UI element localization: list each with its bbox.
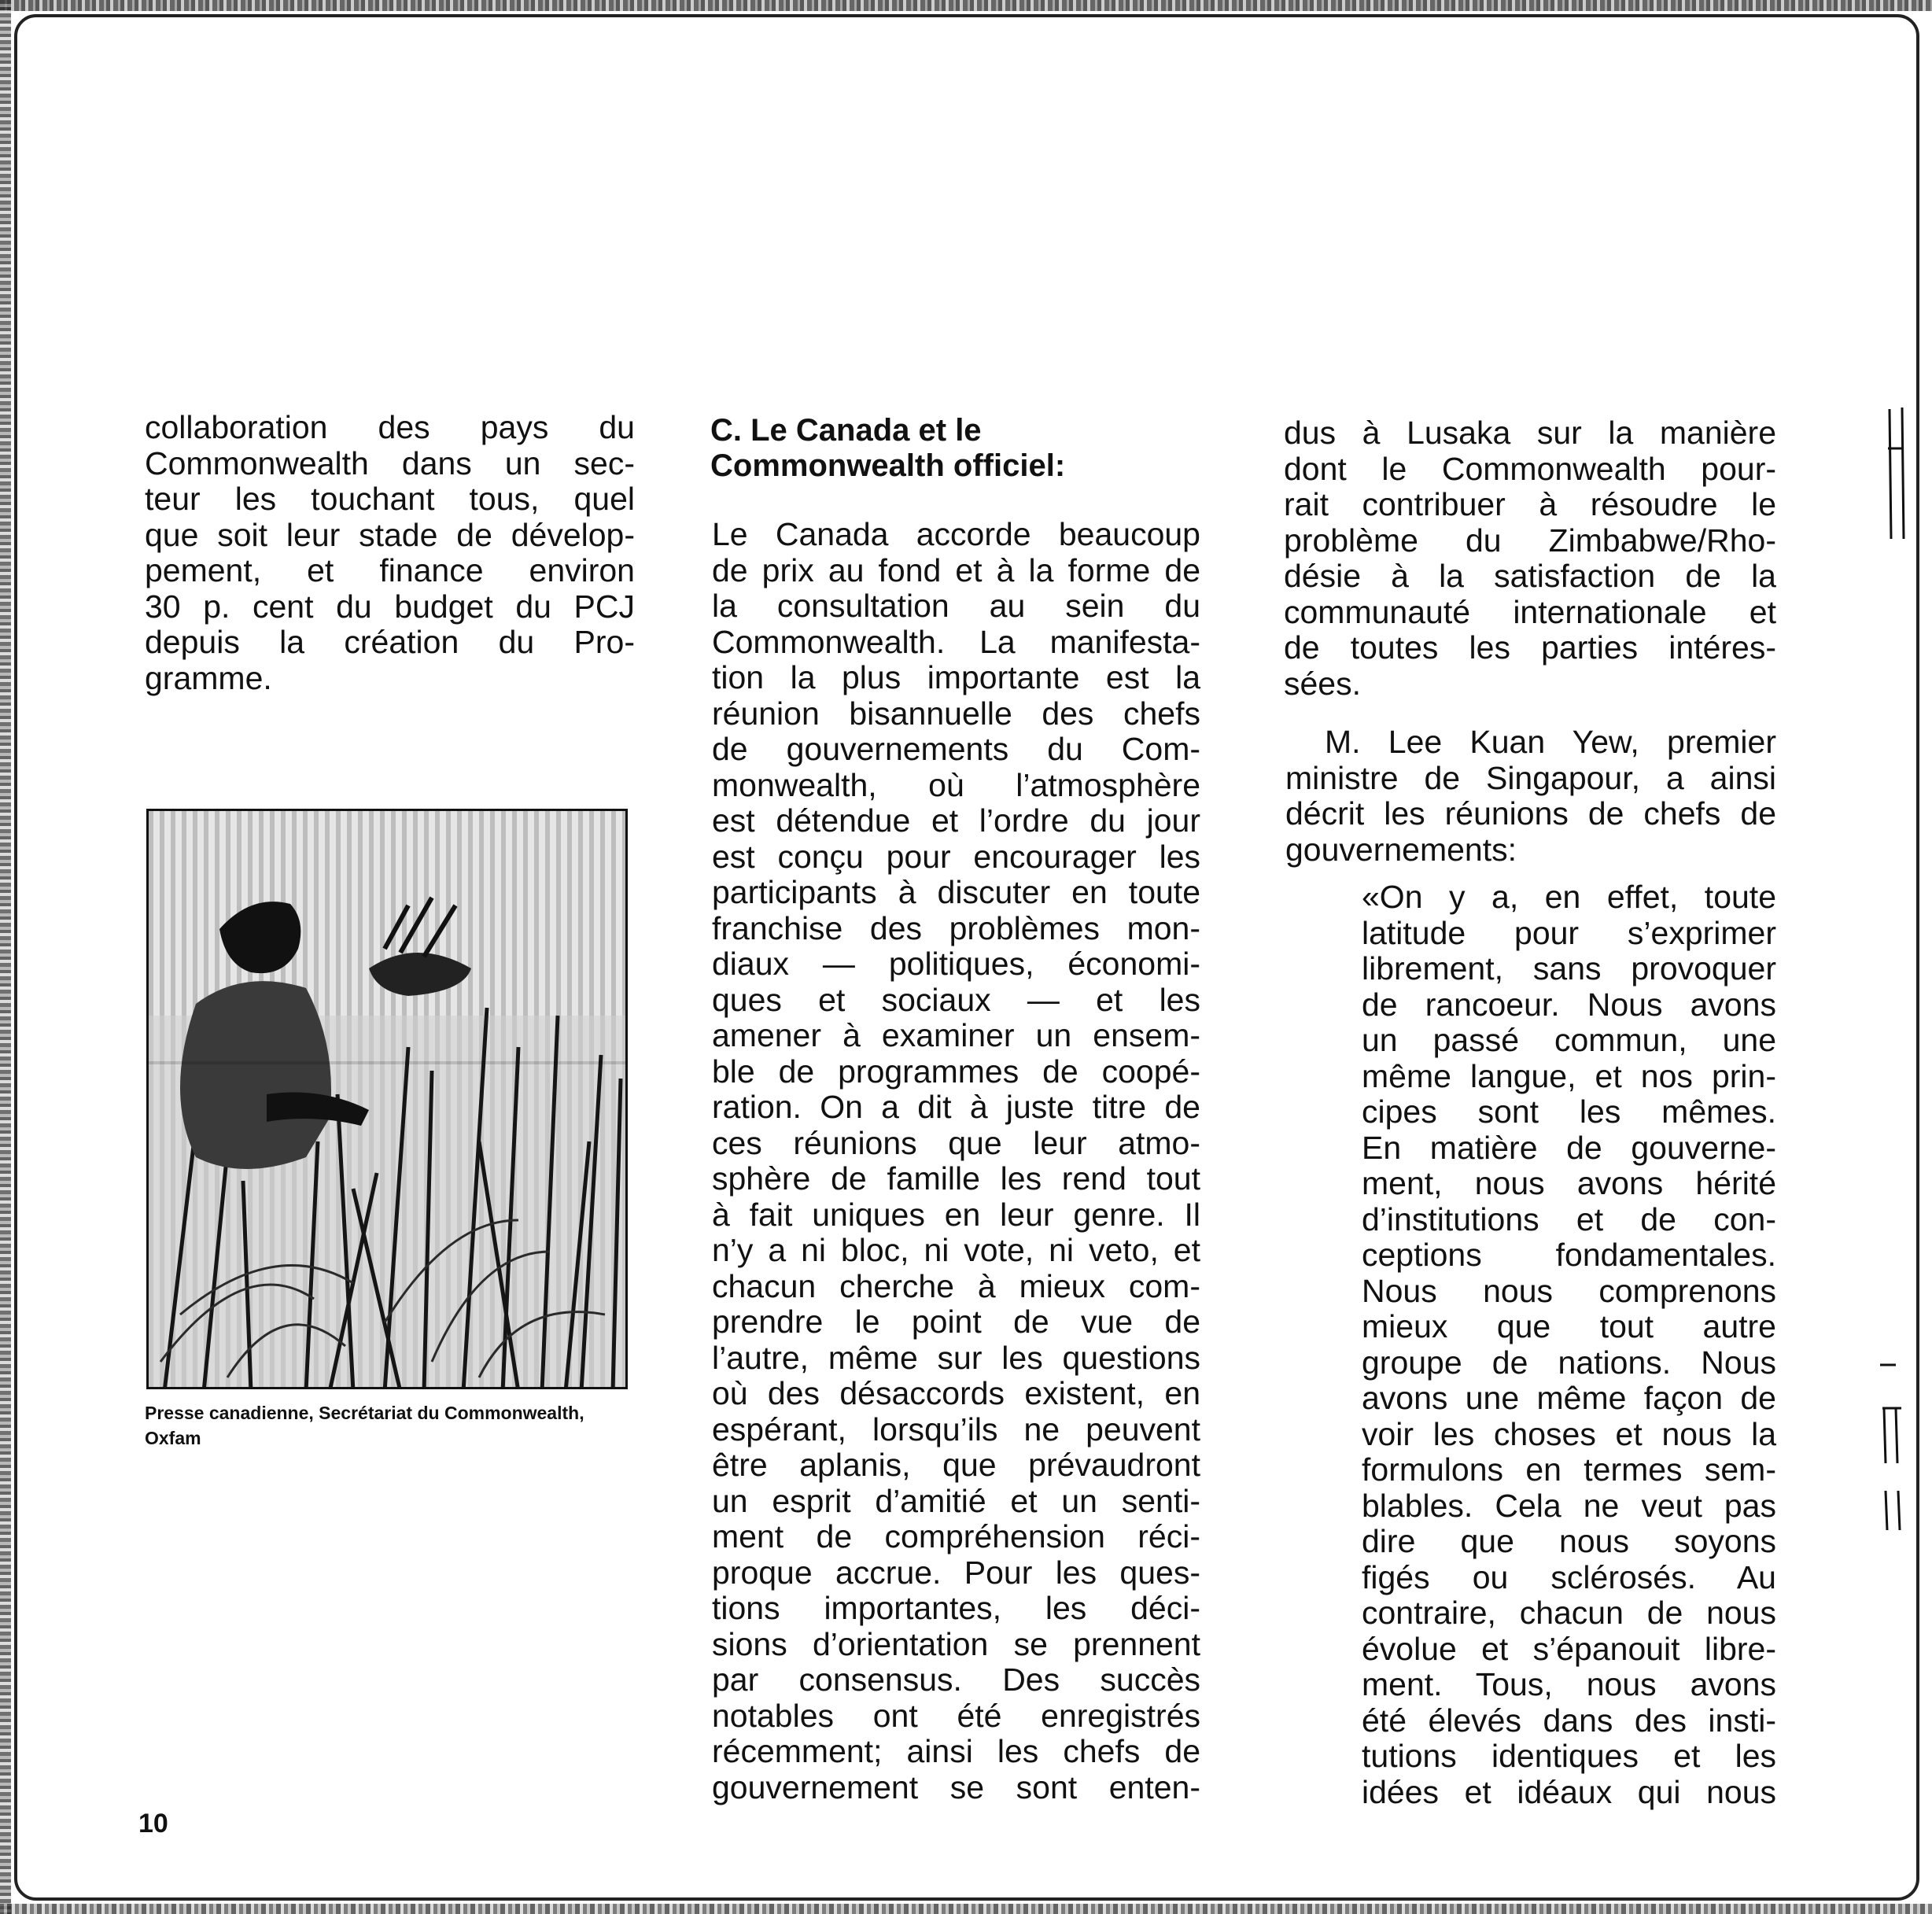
photo-illustration [149,811,628,1389]
section-heading [710,413,1194,484]
text-line: réunion bisannuelle des chefs [712,695,1200,732]
photo-caption-line2: Oxfam [145,1428,201,1448]
text-line: d’institutions et de con- [1362,1200,1776,1237]
text-line: dus à Lusaka sur la manière [1284,415,1776,451]
text-line: groupe de nations. Nous [1362,1344,1776,1381]
text-line: évolue et s’épanouit libre- [1362,1630,1776,1667]
text-line: gramme. [145,659,272,696]
section-heading-line1: C. Le Canada et le [710,413,982,448]
text-line: ment de compréhension réci- [712,1518,1200,1554]
text-line: à fait uniques en leur genre. Il [712,1196,1200,1233]
text-line: avons une même façon de [1362,1380,1776,1416]
text-line: récemment; ainsi les chefs de [712,1733,1200,1769]
text-line: participants à discuter en toute [712,874,1200,910]
text-line: ment. Tous, nous avons [1362,1666,1776,1702]
text-line: cipes sont les mêmes. [1362,1093,1776,1130]
scan-edge-bottom [0,1904,1932,1914]
text-line: figés ou sclérosés. Au [1362,1558,1776,1595]
text-line: Commonwealth. La manifesta- [712,623,1200,660]
text-line: tions importantes, les déci- [712,1590,1200,1626]
right-column-para1 [1284,415,1776,702]
text-line: être aplanis, que prévaudront [712,1447,1200,1483]
text-line: un passé commun, une [1362,1022,1776,1058]
text-line: teur les touchant tous, quel [145,481,635,517]
text-line: communauté internationale et [1284,593,1776,630]
text-line: Nous nous comprenons [1362,1272,1776,1309]
text-line: sées. [1284,665,1361,702]
text-line: de rancoeur. Nous avons [1362,986,1776,1023]
text-line: monwealth, où l’atmosphère [712,766,1200,803]
text-line: tutions identiques et les [1362,1738,1776,1774]
text-line: mieux que tout autre [1362,1308,1776,1344]
text-line: dire que nous soyons [1362,1523,1776,1559]
text-line: la consultation au sein du [712,588,1200,624]
text-line: décrit les réunions de chefs de [1285,795,1776,832]
text-line: gouvernements: [1285,831,1517,868]
text-line: un esprit d’amitié et un senti- [712,1482,1200,1519]
text-line: été élevés dans des insti- [1362,1702,1776,1739]
right-column-quote [1362,880,1776,1810]
text-line: espérant, lorsqu’ils ne peuvent [712,1411,1200,1447]
text-line: amener à examiner un ensem- [712,1017,1200,1053]
text-line: notables ont été enregistrés [712,1697,1200,1734]
photo-caption-line1: Presse canadienne, Secrétariat du Commonwealth, [145,1403,584,1423]
text-line: franchise des problèmes mon- [712,909,1200,946]
text-line: ble de programmes de coopé- [712,1053,1200,1090]
text-line: est détendue et l’ordre du jour [712,802,1200,839]
text-line: ment, nous avons hérité [1362,1165,1776,1201]
text-line: ration. On a dit à juste titre de [712,1089,1200,1125]
right-column-para2 [1285,725,1776,868]
text-line: proque accrue. Pour les ques- [712,1554,1200,1591]
text-line: où des désaccords existent, en [712,1375,1200,1411]
text-line: blables. Cela ne veut pas [1362,1487,1776,1524]
text-line: l’autre, même sur les questions [712,1339,1200,1376]
text-line: problème du Zimbabwe/Rho- [1284,522,1776,559]
scan-edge-top [0,0,1932,11]
text-line: sphère de famille les rend tout [712,1160,1200,1197]
margin-bracket-mark [1880,401,1912,543]
text-line: que soit leur stade de dévelop- [145,516,635,553]
text-line: M. Lee Kuan Yew, premier [1325,724,1776,760]
text-line: ces réunions que leur atmo- [712,1124,1200,1161]
text-line: est conçu pour encourager les [712,838,1200,875]
text-line: prendre le point de vue de [712,1304,1200,1340]
text-line: sions d’orientation se prennent [712,1625,1200,1662]
text-line: 30 p. cent du budget du PCJ [145,588,635,625]
text-line: idées et idéaux qui nous [1362,1773,1776,1810]
text-line: gouvernement se sont enten- [712,1768,1200,1805]
text-line: tion la plus importante est la [712,659,1200,695]
text-line: depuis la création du Pro- [145,624,635,660]
text-line: Le Canada accorde beaucoup [712,516,1200,552]
text-line: voir les choses et nous la [1362,1415,1776,1452]
middle-column [712,517,1200,1805]
photo-caption [145,1400,632,1451]
text-line: ministre de Singapour, a ainsi [1285,759,1776,796]
text-line: de gouvernements du Com- [712,731,1200,767]
farmer-wheat-photo [146,809,628,1389]
text-line: de prix au fond et à la forme de [712,551,1200,588]
left-column [145,410,635,696]
text-line: diaux — politiques, économi- [712,946,1200,982]
text-line: désie à la satisfaction de la [1284,558,1776,594]
text-line: rait contribuer à résoudre le [1284,486,1776,522]
text-line: de toutes les parties intéres- [1284,629,1776,666]
text-line: «On y a, en effet, toute [1362,879,1776,915]
text-line: chacun cherche à mieux com- [712,1267,1200,1304]
text-line: collaboration des pays du [145,409,635,445]
scan-edge-left [0,0,11,1914]
margin-mark-lower [1876,1353,1912,1534]
page-number: 10 [138,1809,168,1838]
text-line: ceptions fondamentales. [1362,1237,1776,1273]
text-line: même langue, et nos prin- [1362,1057,1776,1094]
text-line: pement, et finance environ [145,552,635,588]
text-line: Commonwealth dans un sec- [145,444,635,481]
text-line: ques et sociaux — et les [712,981,1200,1018]
text-line: dont le Commonwealth pour- [1284,450,1776,487]
text-line: par consensus. Des succès [712,1661,1200,1698]
text-line: En matière de gouverne- [1362,1129,1776,1166]
text-line: n’y a ni bloc, ni vote, ni veto, et [712,1232,1200,1268]
text-line: formulons en termes sem- [1362,1451,1776,1488]
text-line: contraire, chacun de nous [1362,1595,1776,1631]
text-line: latitude pour s’exprimer [1362,914,1776,951]
text-line: librement, sans provoquer [1362,950,1776,987]
section-heading-line2: Commonwealth officiel: [710,448,1066,483]
